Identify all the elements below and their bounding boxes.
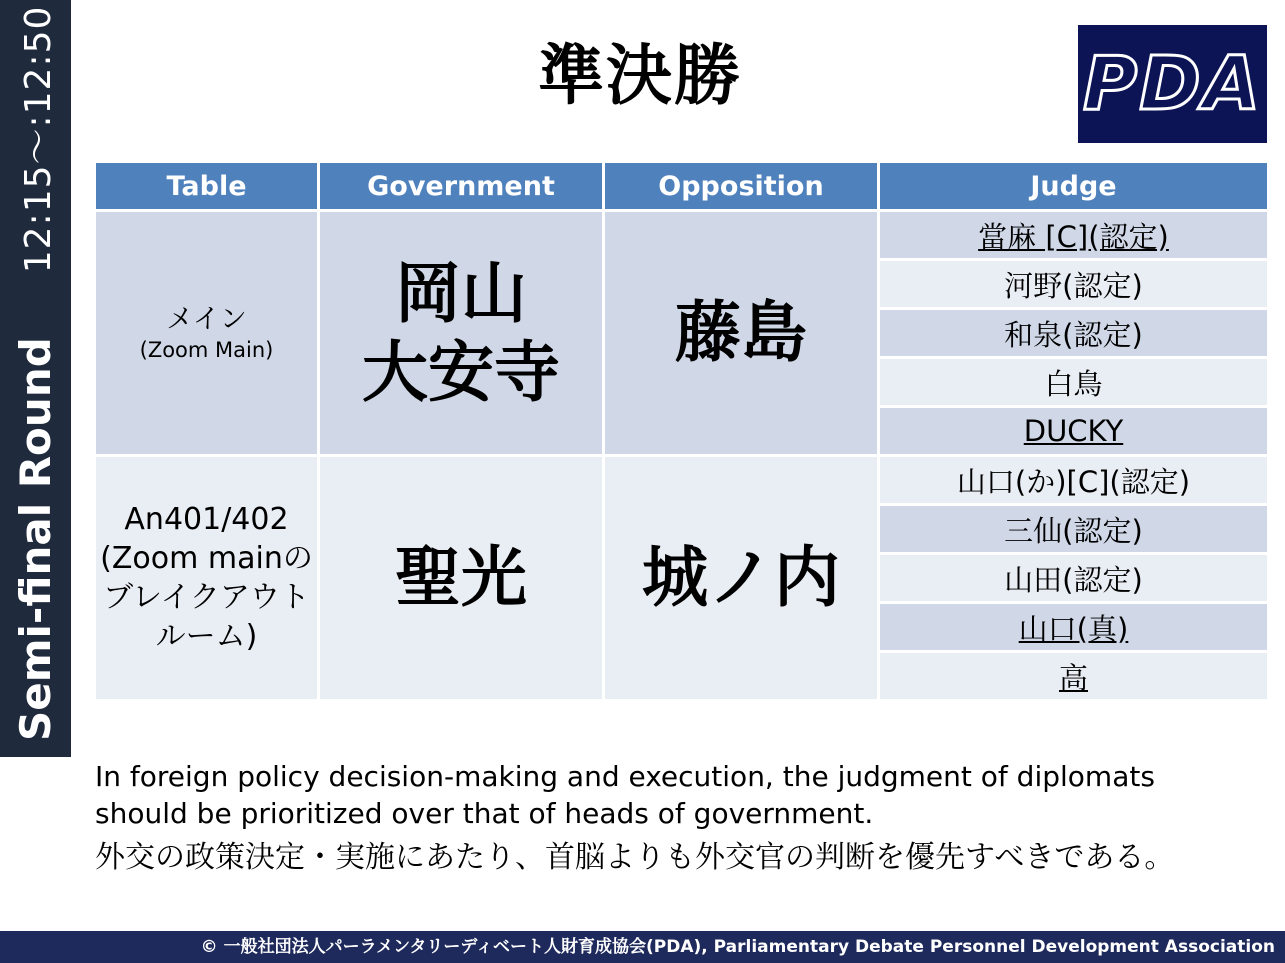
judge-name: 山口(真) — [1018, 611, 1129, 646]
draw-table — [93, 160, 1270, 702]
motion-english: In foreign policy decision-making and execution, the judgment of diplomats should be prioritized over that of heads of government. — [95, 760, 1155, 830]
team-name-line: 大安寺 — [362, 334, 560, 411]
government-team — [319, 211, 604, 456]
judge-name: 當麻 [C](認定) — [978, 219, 1169, 254]
side-banner-text — [0, 0, 71, 757]
opposition-team: 城ノ内 — [604, 456, 879, 701]
judge-cell — [879, 211, 1269, 260]
judge-name: 山田(認定) — [1004, 562, 1143, 597]
judge-cell — [879, 554, 1269, 603]
judge-cell — [879, 505, 1269, 554]
opposition-team: 藤島 — [604, 211, 879, 456]
judge-cell — [879, 309, 1269, 358]
header-table: Table — [95, 162, 319, 211]
table-row — [95, 456, 1269, 505]
pda-logo — [1078, 25, 1267, 143]
judge-cell — [879, 603, 1269, 652]
round-time: 12:15〜:12:50 — [18, 5, 59, 274]
judge-cell — [879, 260, 1269, 309]
table-header-row — [95, 162, 1269, 211]
judge-name: 高 — [1058, 660, 1088, 695]
team-name-line: 岡山 — [395, 254, 527, 332]
judge-name: DUCKY — [1023, 414, 1124, 448]
judge-name: 河野(認定) — [1004, 268, 1143, 303]
room-name-line: (Zoom Main) — [139, 337, 274, 362]
motion-japanese: 外交の政策決定・実施にあたり、首脳よりも外交官の判断を優先すべきである。 — [95, 840, 1175, 875]
judge-name: 和泉(認定) — [1004, 317, 1143, 352]
header-government: Government — [319, 162, 604, 211]
copyright-footer: © 一般社団法人パーラメンタリーディベート人財育成協会(PDA), Parliamentary Debate Personnel Development Association — [0, 931, 1285, 963]
judge-name: 白鳥 — [1044, 366, 1103, 401]
pda-logo-text: PDA — [1083, 41, 1262, 127]
round-label: Semi-final Round — [11, 337, 60, 741]
judge-cell — [879, 358, 1269, 407]
table-row — [95, 211, 1269, 260]
judge-cell — [879, 652, 1269, 701]
header-judge: Judge — [879, 162, 1269, 211]
room-name-line: メイン — [166, 303, 247, 335]
government-team: 聖光 — [319, 456, 604, 701]
header-opposition: Opposition — [604, 162, 879, 211]
judge-name: 三仙(認定) — [1004, 513, 1143, 548]
judge-cell — [879, 407, 1269, 456]
room-name-line: ルーム) — [155, 619, 258, 654]
side-banner — [0, 0, 71, 757]
judge-name: 山口(か)[C](認定) — [956, 464, 1191, 499]
page-title: 準決勝 — [538, 37, 742, 114]
judge-cell — [879, 456, 1269, 505]
room-name-line: ブレイクアウト — [103, 580, 310, 615]
room-name — [95, 456, 319, 701]
room-name — [95, 211, 319, 456]
room-name-line: An401/402 — [124, 502, 289, 537]
room-name-line: (Zoom mainの — [100, 541, 313, 576]
